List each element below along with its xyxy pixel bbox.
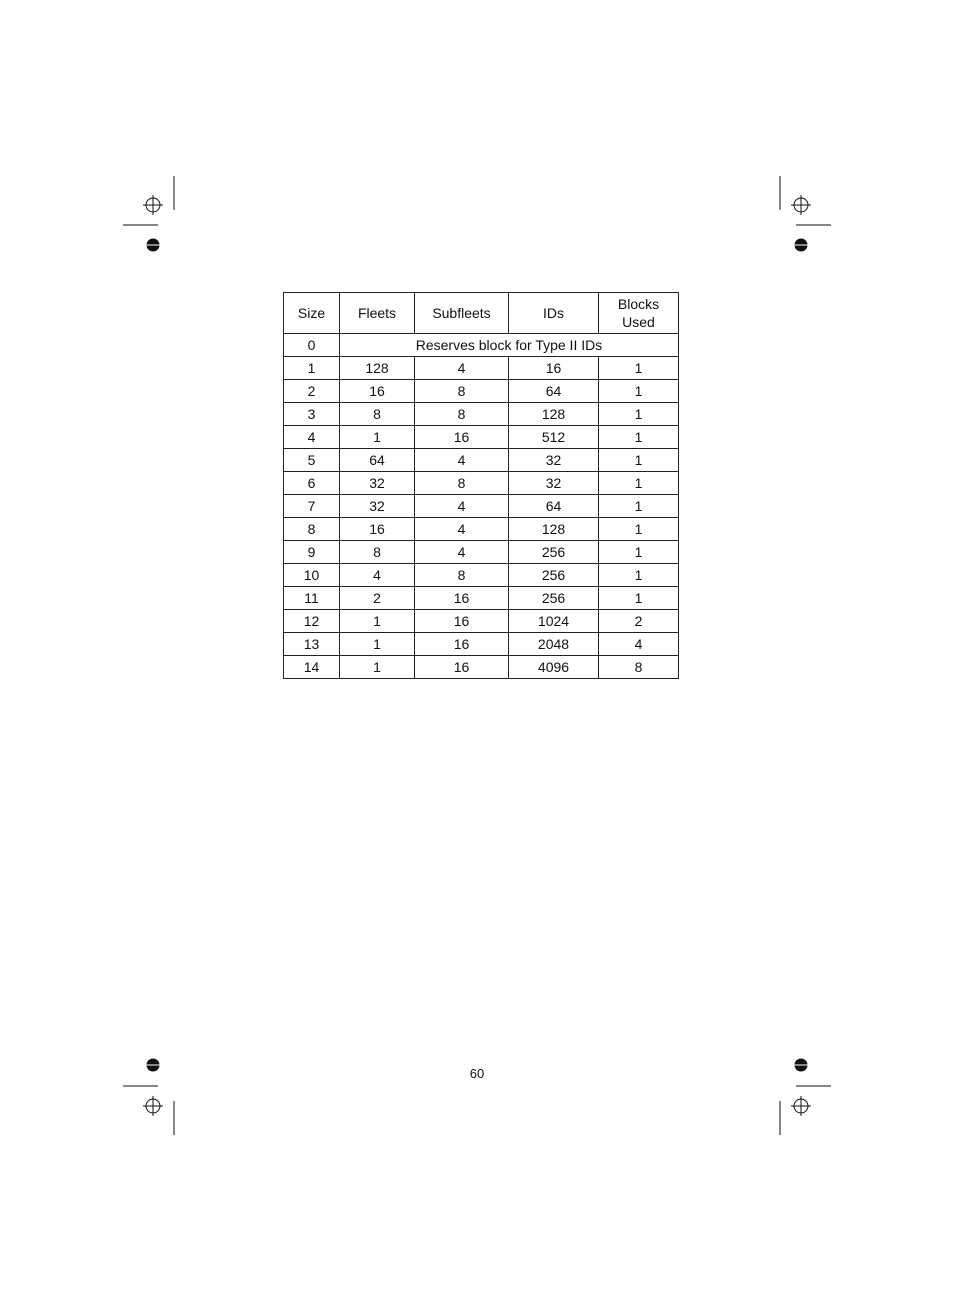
table-row bbox=[284, 495, 679, 518]
header-subfleets: Subfleets bbox=[415, 293, 509, 334]
blocks-used-cell: 1 bbox=[599, 564, 679, 587]
ids-cell: 16 bbox=[509, 357, 599, 380]
table-header-row bbox=[284, 293, 679, 334]
table-row bbox=[284, 541, 679, 564]
reserved-note-cell: Reserves block for Type II IDs bbox=[340, 334, 679, 357]
table-row bbox=[284, 426, 679, 449]
table-row bbox=[284, 656, 679, 679]
blocks-used-cell: 1 bbox=[599, 426, 679, 449]
size-cell: 9 bbox=[284, 541, 340, 564]
fleets-cell: 128 bbox=[340, 357, 415, 380]
size-cell: 11 bbox=[284, 587, 340, 610]
ids-cell: 64 bbox=[509, 495, 599, 518]
fleets-cell: 8 bbox=[340, 541, 415, 564]
table-row bbox=[284, 403, 679, 426]
fleets-cell: 2 bbox=[340, 587, 415, 610]
size-cell: 1 bbox=[284, 357, 340, 380]
header-fleets: Fleets bbox=[340, 293, 415, 334]
size-cell: 8 bbox=[284, 518, 340, 541]
size-cell: 4 bbox=[284, 426, 340, 449]
fleets-cell: 1 bbox=[340, 633, 415, 656]
ids-cell: 256 bbox=[509, 564, 599, 587]
size-cell: 2 bbox=[284, 380, 340, 403]
ids-cell: 1024 bbox=[509, 610, 599, 633]
fleets-cell: 4 bbox=[340, 564, 415, 587]
blocks-used-cell: 1 bbox=[599, 403, 679, 426]
ids-cell: 4096 bbox=[509, 656, 599, 679]
size-cell: 5 bbox=[284, 449, 340, 472]
subfleets-cell: 8 bbox=[415, 564, 509, 587]
subfleets-cell: 16 bbox=[415, 633, 509, 656]
subfleets-cell: 16 bbox=[415, 587, 509, 610]
ids-cell: 512 bbox=[509, 426, 599, 449]
table-row bbox=[284, 472, 679, 495]
ids-cell: 32 bbox=[509, 472, 599, 495]
size-cell: 7 bbox=[284, 495, 340, 518]
subfleets-cell: 4 bbox=[415, 357, 509, 380]
subfleets-cell: 4 bbox=[415, 541, 509, 564]
table-row bbox=[284, 587, 679, 610]
subfleets-cell: 4 bbox=[415, 518, 509, 541]
header-blocks-used-line-2: Used bbox=[622, 314, 655, 330]
header-blocks-used bbox=[599, 293, 679, 334]
ids-cell: 256 bbox=[509, 541, 599, 564]
blocks-used-cell: 1 bbox=[599, 357, 679, 380]
fleets-cell: 64 bbox=[340, 449, 415, 472]
table-row bbox=[284, 380, 679, 403]
ids-cell: 128 bbox=[509, 403, 599, 426]
header-blocks-used-line-1: Blocks bbox=[617, 296, 660, 312]
ids-cell: 256 bbox=[509, 587, 599, 610]
blocks-used-cell: 2 bbox=[599, 610, 679, 633]
size-cell: 3 bbox=[284, 403, 340, 426]
ids-cell: 2048 bbox=[509, 633, 599, 656]
table-row bbox=[284, 610, 679, 633]
blocks-used-cell: 1 bbox=[599, 541, 679, 564]
ids-cell: 32 bbox=[509, 449, 599, 472]
subfleets-cell: 16 bbox=[415, 656, 509, 679]
ids-cell: 128 bbox=[509, 518, 599, 541]
fleet-size-table bbox=[283, 292, 679, 679]
blocks-used-cell: 8 bbox=[599, 656, 679, 679]
blocks-used-cell: 4 bbox=[599, 633, 679, 656]
fleets-cell: 1 bbox=[340, 656, 415, 679]
table-row bbox=[284, 357, 679, 380]
blocks-used-cell: 1 bbox=[599, 449, 679, 472]
fleets-cell: 8 bbox=[340, 403, 415, 426]
size-cell: 12 bbox=[284, 610, 340, 633]
header-size: Size bbox=[284, 293, 340, 334]
fleets-cell: 16 bbox=[340, 380, 415, 403]
fleets-cell: 32 bbox=[340, 495, 415, 518]
subfleets-cell: 8 bbox=[415, 380, 509, 403]
size-cell: 13 bbox=[284, 633, 340, 656]
page-number: 60 bbox=[469, 1066, 485, 1081]
fleets-cell: 32 bbox=[340, 472, 415, 495]
table-row bbox=[284, 518, 679, 541]
blocks-used-cell: 1 bbox=[599, 472, 679, 495]
ids-cell: 64 bbox=[509, 380, 599, 403]
blocks-used-cell: 1 bbox=[599, 518, 679, 541]
table-row bbox=[284, 633, 679, 656]
size-cell: 10 bbox=[284, 564, 340, 587]
fleets-cell: 16 bbox=[340, 518, 415, 541]
size-cell: 6 bbox=[284, 472, 340, 495]
subfleets-cell: 4 bbox=[415, 449, 509, 472]
fleets-cell: 1 bbox=[340, 610, 415, 633]
size-cell: 14 bbox=[284, 656, 340, 679]
fleets-cell: 1 bbox=[340, 426, 415, 449]
subfleets-cell: 8 bbox=[415, 472, 509, 495]
subfleets-cell: 8 bbox=[415, 403, 509, 426]
blocks-used-cell: 1 bbox=[599, 495, 679, 518]
reserved-size-cell: 0 bbox=[284, 334, 340, 357]
subfleets-cell: 16 bbox=[415, 610, 509, 633]
table-row bbox=[284, 564, 679, 587]
subfleets-cell: 16 bbox=[415, 426, 509, 449]
header-ids: IDs bbox=[509, 293, 599, 334]
table-row-reserved bbox=[284, 334, 679, 357]
blocks-used-cell: 1 bbox=[599, 380, 679, 403]
table-row bbox=[284, 449, 679, 472]
blocks-used-cell: 1 bbox=[599, 587, 679, 610]
subfleets-cell: 4 bbox=[415, 495, 509, 518]
